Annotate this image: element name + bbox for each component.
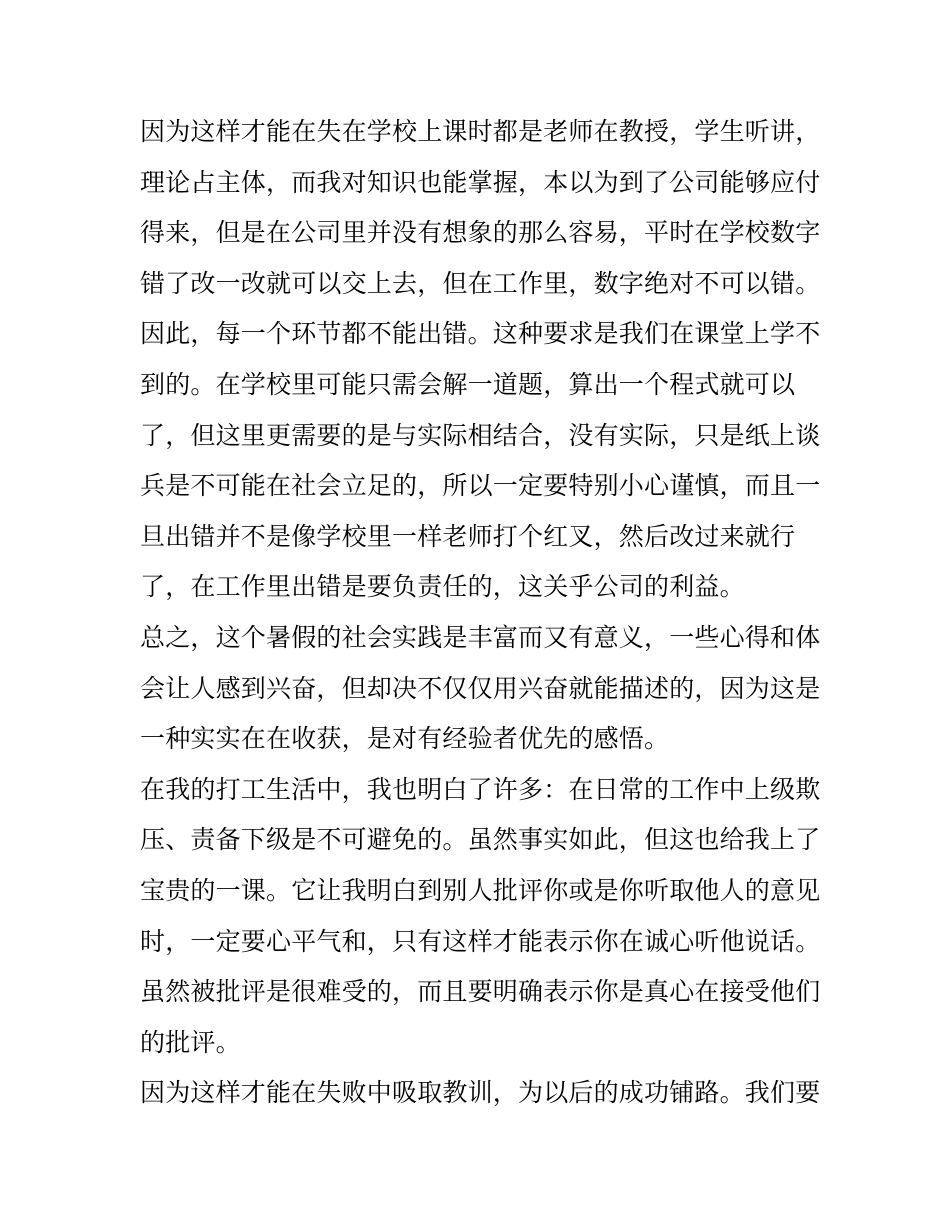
- text-line: 得来，但是在公司里并没有想象的那么容易，平时在学校数字: [140, 218, 821, 248]
- text-line: 会让人感到兴奋，但却决不仅仅用兴奋就能描述的，因为这是: [140, 673, 821, 703]
- text-line: 了，但这里更需要的是与实际相结合，没有实际，只是纸上谈: [140, 420, 821, 450]
- text-line: 兵是不可能在社会立足的，所以一定要特别小心谨慎，而且一: [140, 471, 821, 501]
- text-line: 错了改一改就可以交上去，但在工作里，数字绝对不可以错。: [140, 268, 821, 298]
- text-line: 压、责备下级是不可避免的。虽然事实如此，但这也给我上了: [140, 825, 821, 855]
- text-line: 时，一定要心平气和，只有这样才能表示你在诚心听他说话。: [140, 926, 821, 956]
- text-line: 一种实实在在收获，是对有经验者优先的感悟。: [140, 724, 670, 754]
- body-text: [140, 107, 820, 1119]
- text-line: 的批评。: [140, 1027, 241, 1057]
- text-line: 理论占主体，而我对知识也能掌握，本以为到了公司能够应付: [140, 167, 821, 197]
- text-line: 虽然被批评是很难受的，而且要明确表示你是真心在接受他们: [140, 977, 821, 1007]
- text-line: 在我的打工生活中，我也明白了许多：在日常的工作中上级欺: [140, 774, 821, 804]
- text-line: 总之，这个暑假的社会实践是丰富而又有意义，一些心得和体: [140, 622, 821, 652]
- text-line: 了，在工作里出错是要负责任的，这关乎公司的利益。: [140, 572, 745, 602]
- text-line: 因此，每一个环节都不能出错。这种要求是我们在课堂上学不: [140, 319, 821, 349]
- text-line: 旦出错并不是像学校里一样老师打个红叉，然后改过来就行: [140, 521, 796, 551]
- text-line: 宝贵的一课。它让我明白到别人批评你或是你听取他人的意见: [140, 875, 821, 905]
- text-line: 到的。在学校里可能只需会解一道题，算出一个程式就可以: [140, 369, 796, 399]
- text-line: 因为这样才能在失在学校上课时都是老师在教授，学生听讲，: [140, 117, 821, 146]
- text-line: 因为这样才能在失败中吸取教训，为以后的成功铺路。我们要: [140, 1078, 821, 1108]
